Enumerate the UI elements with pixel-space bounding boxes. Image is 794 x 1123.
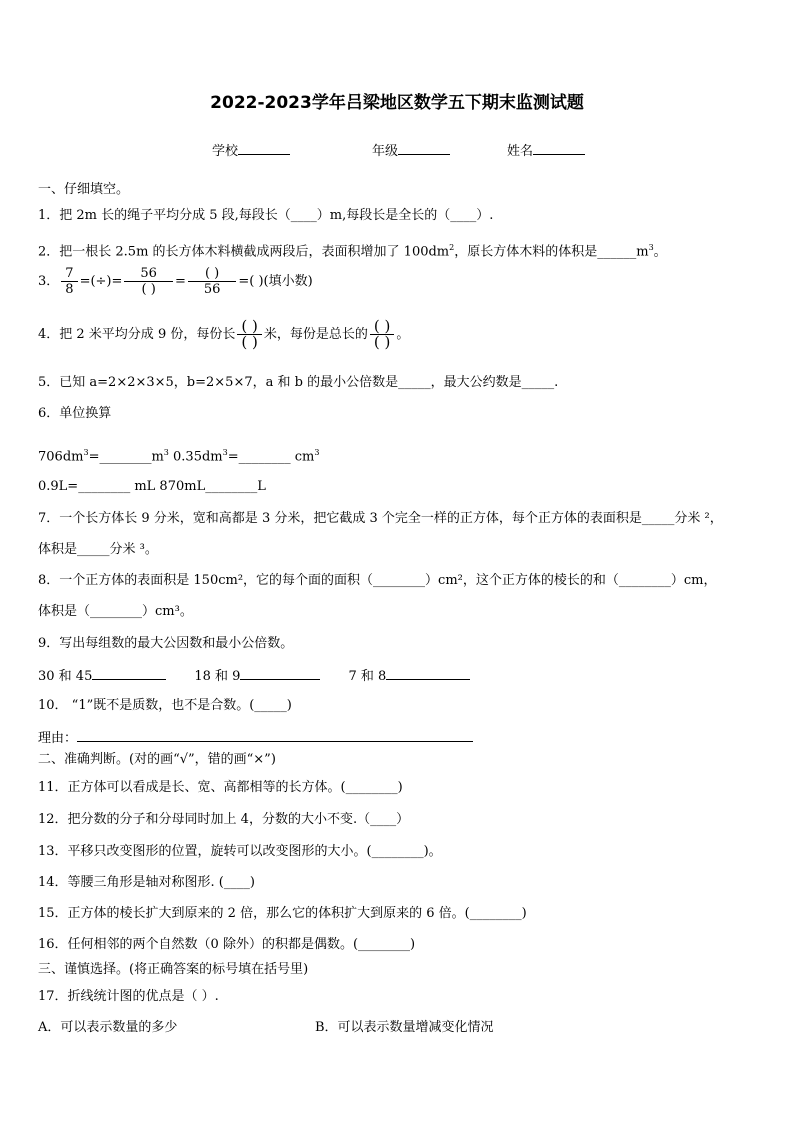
fraction: $\frac{( )}{( )}$ bbox=[237, 319, 261, 350]
question-7-line-1: 7．一个长方体长 9 分米，宽和高都是 3 分米，把它截成 3 个完全一样的正方体，每个正方体的表面积是_____分米 ²， bbox=[38, 511, 723, 526]
question-10: 10． “1”既不是质数，也不是合数。(_____) bbox=[38, 698, 292, 713]
question-6: 6．单位换算 bbox=[38, 406, 112, 421]
section-choice-heading: 三、谨慎选择。(将正确答案的标号填在括号里) bbox=[38, 962, 309, 977]
page-title: 2022-2023学年吕梁地区数学五下期末监测试题 bbox=[210, 93, 584, 113]
fraction: $\frac{( )}{56}$ bbox=[188, 266, 237, 297]
question-8-line-1: 8．一个正方体的表面积是 150cm²，它的每个面的面积（________）cm²，这个正方体的棱长的和（________）cm， bbox=[38, 573, 717, 588]
question-5: 5．已知 a=2×2×3×5，b=2×5×7，a 和 b 的最小公倍数是_____，最大公约数是_____. bbox=[38, 375, 559, 390]
question-3: 3． $\frac{7}{8}$ =(÷)= $\frac{56}{( )}$ = $\frac{( )}{56}$ =( )(填小数) bbox=[38, 266, 313, 297]
fraction: $\frac{( )}{( )}$ bbox=[370, 319, 394, 350]
question-2: 2．把一根长 2.5m 的长方体木料横截成两段后，表面积增加了 $100dm^2$，原长方体木料的体积是$\_\_\_\_\_\_m^3$。 bbox=[38, 243, 667, 260]
fraction: $\frac{7}{8}$ bbox=[61, 266, 77, 297]
question-17: 17．折线统计图的优点是（ ）. bbox=[38, 989, 219, 1004]
question-10-reason: 理由： bbox=[38, 729, 473, 747]
question-9-groups: 30 和 45 18 和 9 7 和 8 bbox=[38, 667, 470, 685]
blank bbox=[92, 667, 166, 680]
grade-field: 年级 bbox=[372, 140, 450, 159]
question-14: 14．等腰三角形是轴对称图形. (____) bbox=[38, 875, 255, 890]
blank bbox=[386, 667, 470, 680]
question-7-line-2: 体积是_____分米 ³。 bbox=[38, 542, 158, 557]
option-a: A．可以表示数量的多少 bbox=[38, 1020, 178, 1035]
blank bbox=[77, 729, 473, 742]
question-11: 11．正方体可以看成是长、宽、高都相等的长方体。(________) bbox=[38, 780, 403, 795]
fraction: $\frac{56}{( )}$ bbox=[124, 266, 173, 297]
question-9: 9．写出每组数的最大公因数和最小公倍数。 bbox=[38, 636, 294, 651]
section-judgement-heading: 二、准确判断。(对的画“√”，错的画“×”) bbox=[38, 752, 276, 767]
blank bbox=[240, 667, 320, 680]
option-b: B．可以表示数量增减变化情况 bbox=[315, 1020, 494, 1035]
question-12: 12．把分数的分子和分母同时加上 4，分数的大小不变.（____） bbox=[38, 812, 410, 827]
unit-conversion-row-1: $706dm^3=\_\_\_\_\_\_\_\_m^3$ $0.35dm^3=\_\_\_\_\_\_\_\_$ $cm^3$ bbox=[38, 448, 320, 465]
question-15: 15．正方体的棱长扩大到原来的 2 倍，那么它的体积扩大到原来的 6 倍。(________) bbox=[38, 906, 527, 921]
question-4: 4．把 2 米平均分成 9 份，每份长 $\frac{( )}{( )}$ 米，每份是总长的 $\frac{( )}{( )}$ 。 bbox=[38, 317, 410, 351]
question-8-line-2: 体积是（________）cm³。 bbox=[38, 604, 193, 619]
question-13: 13．平移只改变图形的位置，旋转可以改变图形的大小。(________)。 bbox=[38, 844, 442, 859]
blank bbox=[398, 142, 450, 155]
unit-conversion-row-2: 0.9L=________ mL 870mL________L bbox=[38, 479, 266, 494]
blank bbox=[533, 142, 585, 155]
school-field: 学校 bbox=[212, 140, 290, 159]
section-fill-blank-heading: 一、仔细填空。 bbox=[38, 182, 130, 197]
blank bbox=[238, 142, 290, 155]
question-16: 16．任何相邻的两个自然数（0 除外）的积都是偶数。(________) bbox=[38, 937, 416, 952]
name-field: 姓名 bbox=[507, 140, 585, 159]
question-1: 1．把 2m 长的绳子平均分成 5 段,每段长（____）m,每段长是全长的（____）. bbox=[38, 208, 494, 223]
